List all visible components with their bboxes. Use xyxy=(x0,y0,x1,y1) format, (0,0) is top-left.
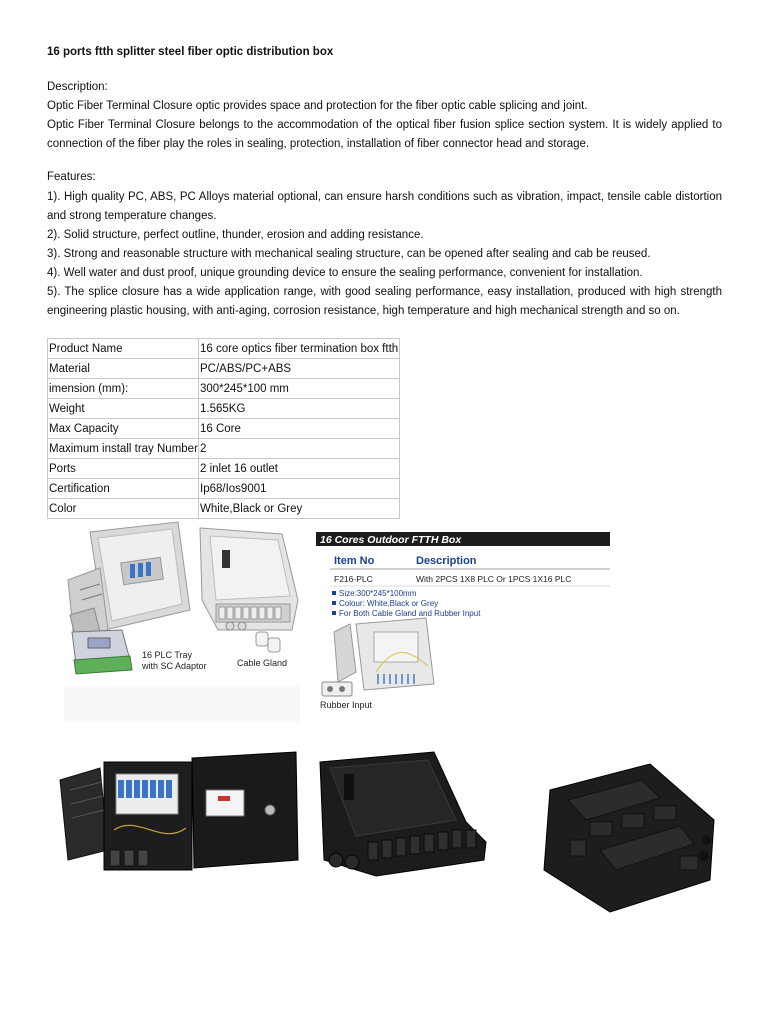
item-no-value: F216-PLC xyxy=(334,574,373,584)
feature-item-2: 2). Solid structure, perfect outline, thunder, erosion and adding resistance. xyxy=(47,229,424,241)
spec-value: Ip68/Ios9001 xyxy=(199,479,400,499)
open-black-box-photo xyxy=(58,750,303,875)
description-header: Description xyxy=(416,555,477,567)
open-box-with-fibers-illustration xyxy=(334,618,434,690)
spec-bullet-2: Colour: White,Black or Grey xyxy=(339,599,439,608)
table-row xyxy=(48,499,400,519)
bullet-icon xyxy=(332,611,336,615)
black-box-back-view-photo xyxy=(530,760,730,915)
spec-table xyxy=(47,338,400,519)
spec-value: White,Black or Grey xyxy=(199,499,400,519)
spec-key: Max Capacity xyxy=(48,419,199,439)
cable-gland-illustration xyxy=(256,632,280,652)
plc-tray-label-line-1: 16 PLC Tray xyxy=(142,650,193,660)
spec-key: Certification xyxy=(48,479,199,499)
plc-tray-label-line-2: with SC Adaptor xyxy=(142,661,207,671)
plc-tray-illustration xyxy=(72,630,132,674)
closed-black-box-photo xyxy=(316,750,491,880)
spec-value: 2 inlet 16 outlet xyxy=(199,459,400,479)
spec-value: 1.565KG xyxy=(199,399,400,419)
info-banner-title: 16 Cores Outdoor FTTH Box xyxy=(320,534,462,546)
spec-key: Weight xyxy=(48,399,199,419)
spec-key: Ports xyxy=(48,459,199,479)
spec-value: 16 Core xyxy=(199,419,400,439)
bullet-icon xyxy=(332,591,336,595)
feature-item-3: 3). Strong and reasonable structure with mechanical sealing structure, can be opened after sealing and cab be reused. xyxy=(47,248,651,260)
spec-value: 300*245*100 mm xyxy=(199,379,400,399)
table-row xyxy=(48,399,400,419)
item-no-header: Item No xyxy=(334,555,375,567)
rubber-input-illustration xyxy=(322,682,352,696)
rubber-input-label: Rubber Input xyxy=(320,700,373,710)
white-box-product-photo xyxy=(60,520,305,725)
open-white-box-illustration xyxy=(68,522,190,640)
feature-item-5: 5). The splice closure has a wide application range, with good sealing performance, easy installation, produced with high strength engineering plastic housing, with anti-aging, corrosion resistance, high temperature and high mechanical strength and so on. xyxy=(47,286,722,317)
spec-key: Product Name xyxy=(48,339,199,359)
spec-value: 2 xyxy=(199,439,400,459)
spec-key: Maximum install tray Number xyxy=(48,439,199,459)
features-heading: Features: xyxy=(47,171,96,183)
closed-white-box-illustration xyxy=(200,528,298,630)
description-line-1: Optic Fiber Terminal Closure optic provides space and protection for the fiber optic cable splicing and joint. xyxy=(47,100,588,112)
ftth-box-info-card xyxy=(316,532,611,714)
spec-key: Material xyxy=(48,359,199,379)
bullet-icon xyxy=(332,601,336,605)
item-description-value: With 2PCS 1X8 PLC Or 1PCS 1X16 PLC xyxy=(416,574,572,584)
spec-bullet-1: Size:300*245*100mm xyxy=(339,589,417,598)
feature-item-4: 4). Well water and dust proof, unique grounding device to ensure the sealing performance, convenient for installation. xyxy=(47,267,643,279)
spec-value: PC/ABS/PC+ABS xyxy=(199,359,400,379)
spec-key: Color xyxy=(48,499,199,519)
faded-background-artifact xyxy=(64,686,300,722)
spec-value: 16 core optics fiber termination box ftth xyxy=(199,339,400,359)
description-paragraph-2: Optic Fiber Terminal Closure belongs to the accommodation of the optical fiber fusion splice section system. It is widely applied to connection of the fiber play the roles in sealing, protection, installation of fiber connector head and storage. xyxy=(47,119,722,150)
description-heading: Description: xyxy=(47,81,108,93)
spec-key: imension (mm): xyxy=(48,379,199,399)
feature-item-1: 1). High quality PC, ABS, PC Alloys material optional, can ensure harsh conditions such as vibration, impact, tensile cable distortion and strong temperature changes. xyxy=(47,191,722,222)
cable-gland-label: Cable Gland xyxy=(237,658,288,668)
table-row xyxy=(48,359,400,379)
document-title: 16 ports ftth splitter steel fiber optic distribution box xyxy=(47,46,334,58)
table-row xyxy=(48,419,400,439)
table-row xyxy=(48,339,400,359)
table-row xyxy=(48,479,400,499)
spec-bullet-3: For Both Cable Gland and Rubber Input xyxy=(339,609,481,618)
table-row xyxy=(48,439,400,459)
table-row xyxy=(48,379,400,399)
table-row xyxy=(48,459,400,479)
